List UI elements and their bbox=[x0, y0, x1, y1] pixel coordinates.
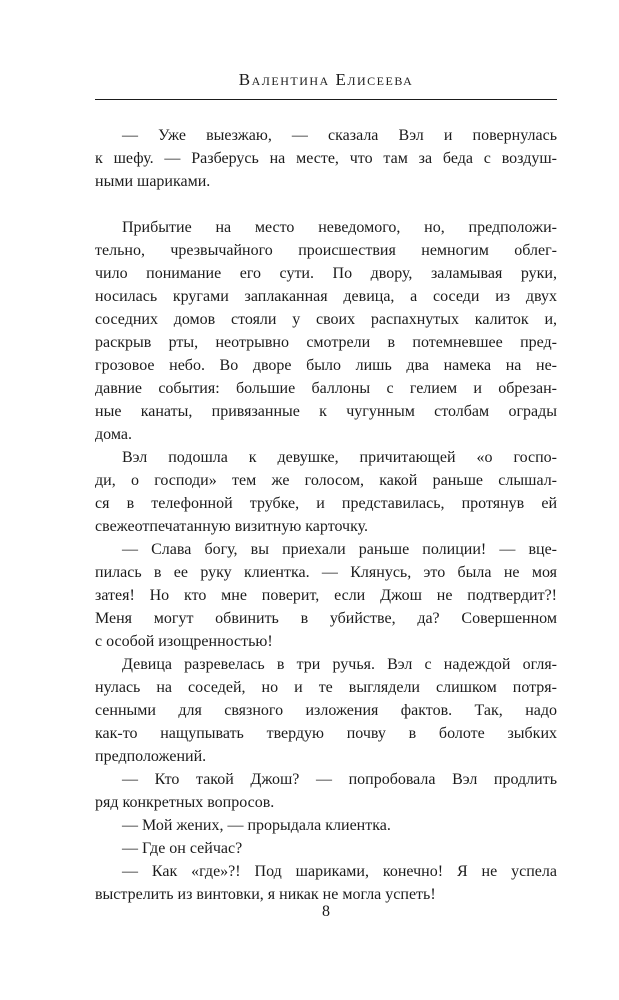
text-line: Девица разревелась в три ручья. Вэл с надеждой огля- bbox=[122, 656, 557, 673]
text-line: сенными для связного изложения фактов. Так, надо bbox=[95, 702, 557, 719]
text-line: — Уже выезжаю, — сказала Вэл и повернулась bbox=[122, 127, 557, 144]
text-line: пилась в ее руку клиентка. — Клянусь, это была не моя bbox=[95, 564, 557, 581]
text-line: Меня могут обвинить в убийстве, да? Совершенном bbox=[95, 610, 557, 627]
paragraph bbox=[95, 124, 557, 193]
text-line: тельно, чрезвычайного происшествия немногим облег- bbox=[95, 242, 557, 259]
author-header: Валентина Елисеева bbox=[238, 70, 414, 89]
text-line: предположений. bbox=[95, 748, 207, 765]
section-break bbox=[95, 193, 557, 216]
paragraph bbox=[95, 860, 557, 906]
paragraph bbox=[95, 768, 557, 814]
text-line: давние события: большие баллоны с гелием и обрезан- bbox=[95, 380, 557, 397]
text-line: раскрыв рты, неотрывно смотрели в потемневшее пред- bbox=[95, 334, 557, 351]
paragraph bbox=[95, 538, 557, 653]
text-line: — Кто такой Джош? — попробовала Вэл продлить bbox=[122, 771, 557, 788]
paragraph bbox=[95, 653, 557, 768]
text-line: с особой изощренностью! bbox=[95, 633, 273, 650]
text-line: затея! Но кто мне поверит, если Джош не подтвердит?! bbox=[95, 587, 557, 604]
text-line: выстрелить из винтовки, я никак не могла успеть! bbox=[95, 886, 436, 903]
text-line: — Где он сейчас? bbox=[122, 840, 243, 857]
text-line: дома. bbox=[95, 426, 132, 443]
text-line: носилась кругами заплаканная девица, а соседи из двух bbox=[95, 288, 557, 305]
text-line: чило понимание его сути. По двору, заламывая руки, bbox=[95, 265, 557, 282]
paragraph bbox=[95, 446, 557, 538]
text-line: — Слава богу, вы приехали раньше полиции! — вце- bbox=[122, 541, 557, 558]
text-line: к шефу. — Разберусь на месте, что там за беда с воздуш- bbox=[95, 150, 557, 167]
text-line: ные канаты, привязанные к чугунным столбам ограды bbox=[95, 403, 557, 420]
text-line: — Мой жених, — прорыдала клиентка. bbox=[122, 817, 391, 834]
text-line: ряд конкретных вопросов. bbox=[95, 794, 275, 811]
paragraph bbox=[95, 814, 557, 837]
text-line: ными шариками. bbox=[95, 173, 211, 190]
page-body bbox=[95, 124, 557, 906]
text-line: Прибытие на место неведомого, но, предположи- bbox=[122, 219, 557, 236]
text-line: грозовое небо. Во дворе было лишь два намека на не- bbox=[95, 357, 557, 374]
text-line: свежеотпечатанную визитную карточку. bbox=[95, 518, 369, 535]
text-line: ся в телефонной трубке, и представилась, протянув ей bbox=[95, 495, 557, 512]
header-rule bbox=[95, 99, 557, 100]
page-number: 8 bbox=[322, 903, 330, 920]
text-line: ди, о господи» тем же голосом, какой раньше слышал- bbox=[95, 472, 557, 489]
text-line: соседних домов стояли у своих распахнутых калиток и, bbox=[95, 311, 557, 328]
text-line: как-то нащупывать твердую почву в болоте зыбких bbox=[95, 725, 557, 742]
paragraph bbox=[95, 837, 557, 860]
text-line: нулась на соседей, но и те выглядели слишком потря- bbox=[95, 679, 557, 696]
paragraph bbox=[95, 216, 557, 446]
text-line: — Как «где»?! Под шариками, конечно! Я не успела bbox=[122, 863, 557, 880]
text-line: Вэл подошла к девушке, причитающей «о госпо- bbox=[122, 449, 557, 466]
